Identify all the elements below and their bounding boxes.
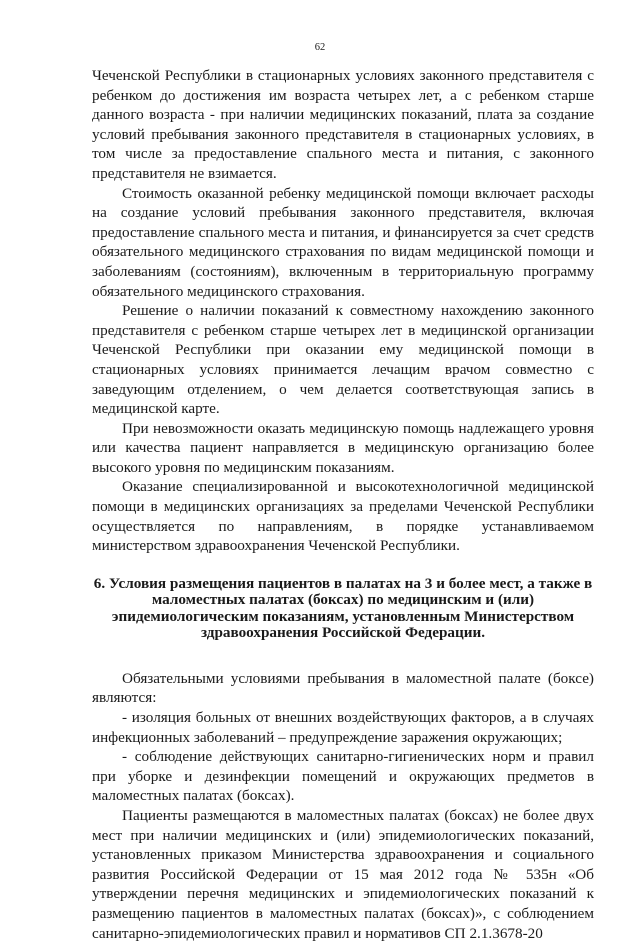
list-item-sanitary: - соблюдение действующих санитарно-гигиенических норм и правил при уборке и дезинфекции помещений и окружающих предметов в маломестных палатах (боксах). xyxy=(92,748,594,805)
paragraph-cost: Стоимость оказанной ребенку медицинской помощи включает расходы на создание условий пребывания законного представителя, включая предоставление спального места и питания, и финансируется за счет средств обязательного медицинского страхования по видам медицинской помощи и заболеваниям (состояниям), включенным в территориальную программу обязательного медицинского страхования. xyxy=(92,184,594,300)
paragraph-specialized-care: Оказание специализированной и высокотехнологичной медицинской помощи в медицинских организациях за пределами Чеченской Республики осуществляется по направлениям, в порядке устанавливаемом министерством здравоохранения Чеченской Республики. xyxy=(92,478,594,555)
paragraph-placement: Пациенты размещаются в маломестных палатах (боксах) не более двух мест при наличии медицинских и (или) эпидемиологических показаний, установленных приказом Министерства здравоохранения и социального развития Российской Федерации от 15 мая 2012 года № 535н «Об утверждении перечня медицинских и эпидемиологических показаний к размещению пациентов в маломестных палатах (боксах)», с соблюдением санитарно-эпидемиологических правил и нормативов СП 2.1.3678-20 xyxy=(92,807,594,942)
paragraph-referral: При невозможности оказать медицинскую помощь надлежащего уровня или качества пациент направляется в медицинскую организацию более высокого уровня по медицинским показаниям. xyxy=(92,419,594,476)
section-heading: 6. Условия размещения пациентов в палатах на 3 и более мест, а также в маломестных палатах (боксах) по медицинским и (или) эпидемиологическим показаниям, установленным Министерством здравоохранения Российской Федерации. xyxy=(93,574,593,642)
paragraph-decision: Решение о наличии показаний к совместному нахождению законного представителя с ребенком старше четырех лет в медицинской организации Чеченской Республики при оказании ему медицинской помощи в стационарных условиях принимается лечащим врачом совместно с заведующим отделением, о чем делается соответствующая запись в медицинской карте. xyxy=(92,302,594,418)
document-body xyxy=(92,66,594,943)
paragraph-conditions: Обязательными условиями пребывания в маломестной палате (боксе) являются: xyxy=(92,669,594,707)
page-number: 62 xyxy=(314,42,326,53)
list-item-isolation: - изоляция больных от внешних воздействующих факторов, а в случаях инфекционных заболеваний – предупреждение заражения окружающих; xyxy=(92,709,594,746)
paragraph-continued: Чеченской Республики в стационарных условиях законного представителя с ребенком до достижения им возраста четырех лет, а с ребенком старше данного возраста - при наличии медицинских показаний, плата за создание условий пребывания законного представителя в стационарных условиях, в том числе за предоставление спального места и питания, с законного представителя не взимается. xyxy=(92,67,594,182)
